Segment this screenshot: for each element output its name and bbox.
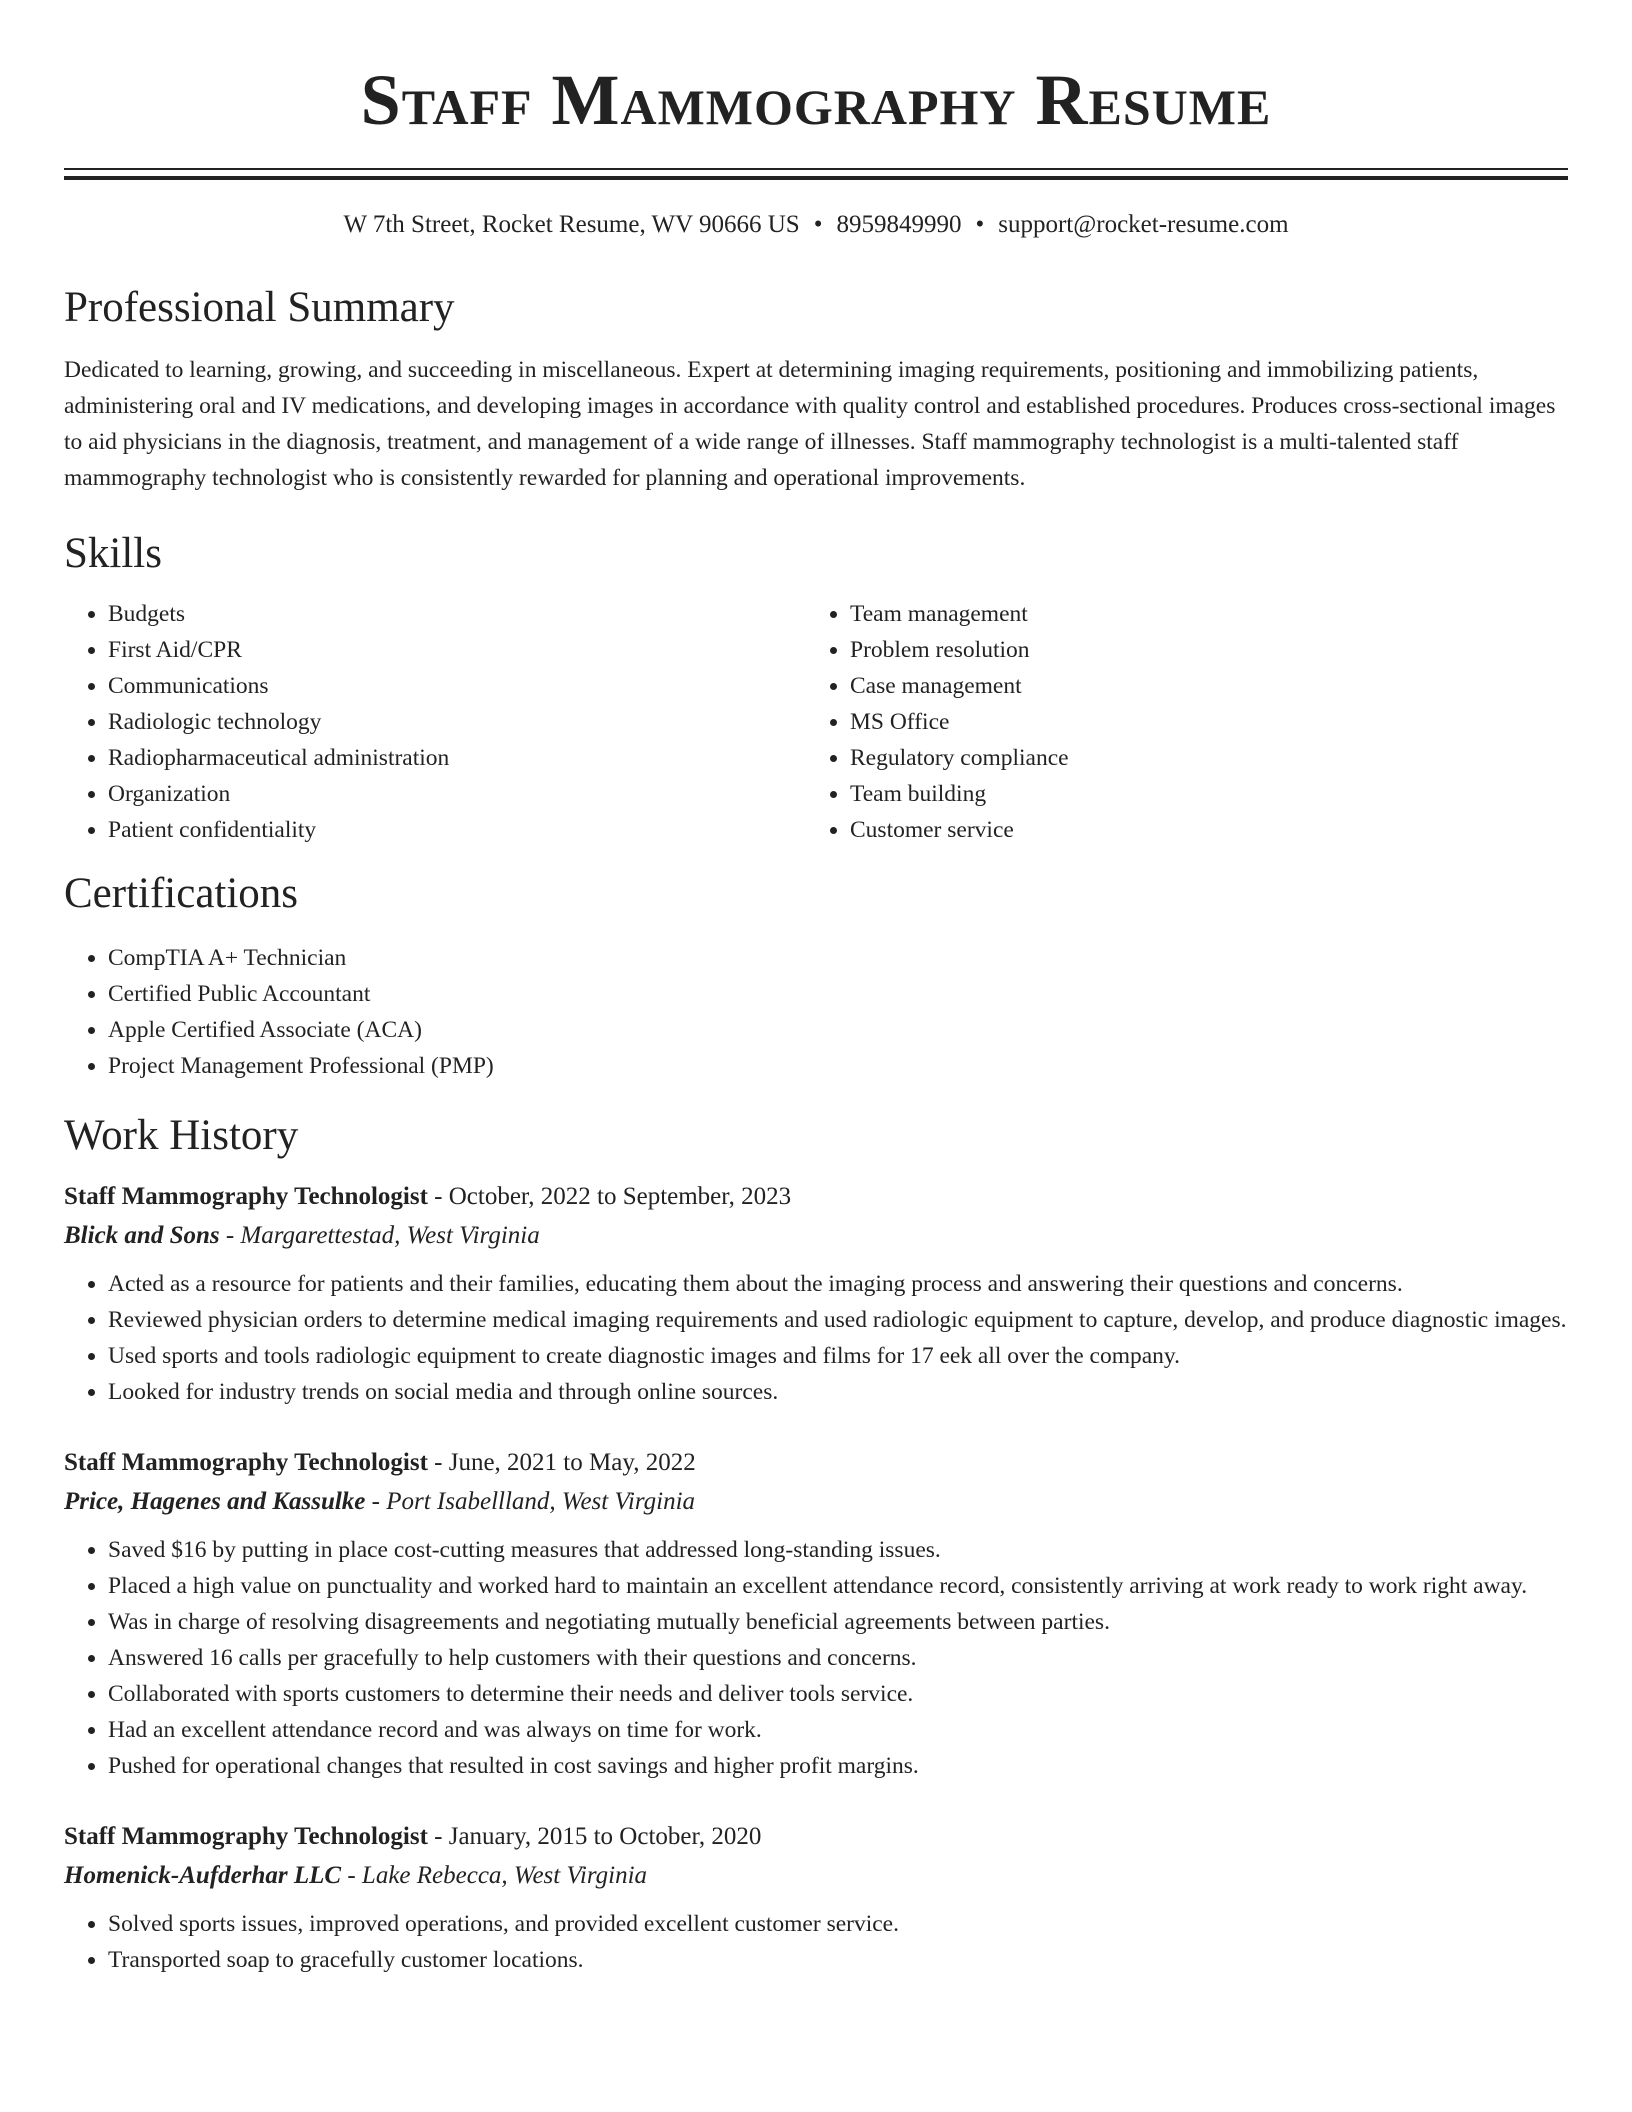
- certifications-list: [64, 940, 1568, 1084]
- company-line: [64, 1482, 1568, 1522]
- skill-item: • Communications: [108, 668, 806, 704]
- company-location: - Margarettestad, West Virginia: [219, 1222, 540, 1249]
- contact-separator: •: [813, 211, 823, 238]
- job-entry: [64, 1444, 1568, 1784]
- skills-list-right: [806, 596, 1548, 848]
- skills-grid: [64, 596, 1568, 848]
- company-line: [64, 1856, 1568, 1896]
- skills-column-right: [806, 596, 1548, 848]
- contact-email: support@rocket-resume.com: [998, 211, 1289, 238]
- job-duties-list: [64, 1532, 1568, 1784]
- contact-line: [64, 210, 1568, 240]
- job-duty: • Acted as a resource for patients and their families, educating them about the imaging process and answering their questions and concerns.: [108, 1266, 1568, 1302]
- page-title: Staff Mammography Resume: [360, 60, 1272, 140]
- job-title-line: [64, 1178, 1568, 1216]
- certification-item: • Apple Certified Associate (ACA): [108, 1012, 1568, 1048]
- company-name: Blick and Sons: [64, 1222, 220, 1249]
- job-title-line: [64, 1444, 1568, 1482]
- skills-list-left: [64, 596, 806, 848]
- job-duty: • Transported soap to gracefully customer locations.: [108, 1942, 1568, 1978]
- skill-item: • Team management: [850, 596, 1548, 632]
- job-duty: • Had an excellent attendance record and was always on time for work.: [108, 1712, 1568, 1748]
- skill-item: • Budgets: [108, 596, 806, 632]
- job-dates: - October, 2022 to September, 2023: [427, 1183, 792, 1210]
- contact-address: W 7th Street, Rocket Resume, WV 90666 US: [343, 211, 800, 238]
- certification-item: • CompTIA A+ Technician: [108, 940, 1568, 976]
- job-duty: • Placed a high value on punctuality and worked hard to maintain an excellent attendance record, consistently arriving at work ready to work right away.: [108, 1568, 1568, 1604]
- skill-item: • Radiologic technology: [108, 704, 806, 740]
- company-line: [64, 1216, 1568, 1256]
- job-title: Staff Mammography Technologist: [64, 1449, 428, 1476]
- job-duty: • Collaborated with sports customers to determine their needs and deliver tools service.: [108, 1676, 1568, 1712]
- work-history-heading: Work History: [64, 1112, 299, 1159]
- job-duty: • Pushed for operational changes that resulted in cost savings and higher profit margins.: [108, 1748, 1568, 1784]
- title-divider: [64, 168, 1568, 180]
- certifications-heading: Certifications: [64, 870, 299, 917]
- job-duties-list: [64, 1266, 1568, 1410]
- job-dates: - June, 2021 to May, 2022: [427, 1449, 696, 1476]
- skill-item: • First Aid/CPR: [108, 632, 806, 668]
- skill-item: • Patient confidentiality: [108, 812, 806, 848]
- job-title: Staff Mammography Technologist: [64, 1183, 428, 1210]
- company-name: Price, Hagenes and Kassulke: [64, 1488, 366, 1515]
- skill-item: • Organization: [108, 776, 806, 812]
- certification-item: • Certified Public Accountant: [108, 976, 1568, 1012]
- job-duty: • Solved sports issues, improved operations, and provided excellent customer service.: [108, 1906, 1568, 1942]
- skill-item: • Team building: [850, 776, 1548, 812]
- job-duty: • Saved $16 by putting in place cost-cutting measures that addressed long-standing issues.: [108, 1532, 1568, 1568]
- certification-item: • Project Management Professional (PMP): [108, 1048, 1568, 1084]
- skill-item: • MS Office: [850, 704, 1548, 740]
- company-location: - Port Isabellland, West Virginia: [365, 1488, 696, 1515]
- skill-item: • Radiopharmaceutical administration: [108, 740, 806, 776]
- contact-separator: •: [975, 211, 985, 238]
- skill-item: • Customer service: [850, 812, 1548, 848]
- job-entry: [64, 1178, 1568, 1410]
- skill-item: • Regulatory compliance: [850, 740, 1548, 776]
- job-dates: - January, 2015 to October, 2020: [427, 1823, 762, 1850]
- skills-column-left: [64, 596, 806, 848]
- job-duty: • Used sports and tools radiologic equipment to create diagnostic images and films for 17 eek all over the company.: [108, 1338, 1568, 1374]
- skills-heading: Skills: [64, 530, 162, 577]
- skill-item: • Problem resolution: [850, 632, 1548, 668]
- job-title: Staff Mammography Technologist: [64, 1823, 428, 1850]
- job-duty: • Reviewed physician orders to determine medical imaging requirements and used radiologic equipment to capture, develop, and produce diagnostic images.: [108, 1302, 1568, 1338]
- skill-item: • Case management: [850, 668, 1548, 704]
- job-title-line: [64, 1818, 1568, 1856]
- job-entry: [64, 1818, 1568, 1978]
- summary-heading: Professional Summary: [64, 284, 455, 331]
- job-duty: • Answered 16 calls per gracefully to help customers with their questions and concerns.: [108, 1640, 1568, 1676]
- company-name: Homenick-Aufderhar LLC: [64, 1862, 342, 1889]
- job-duties-list: [64, 1906, 1568, 1978]
- contact-phone: 8959849990: [836, 211, 962, 238]
- job-duty: • Was in charge of resolving disagreements and negotiating mutually beneficial agreements between parties.: [108, 1604, 1568, 1640]
- company-location: - Lake Rebecca, West Virginia: [341, 1862, 648, 1889]
- summary-text: Dedicated to learning, growing, and succeeding in miscellaneous. Expert at determining imaging requirements, positioning and immobilizing patients, administering oral and IV medications, and developing images in accordance with quality control and established procedures. Produces cross-sectional images to aid physicians in the diagnosis, treatment, and management of a wide range of illnesses. Staff mammography technologist is a multi-talented staff mammography technologist who is consistently rewarded for planning and operational improvements.: [64, 357, 1556, 491]
- job-duty: • Looked for industry trends on social media and through online sources.: [108, 1374, 1568, 1410]
